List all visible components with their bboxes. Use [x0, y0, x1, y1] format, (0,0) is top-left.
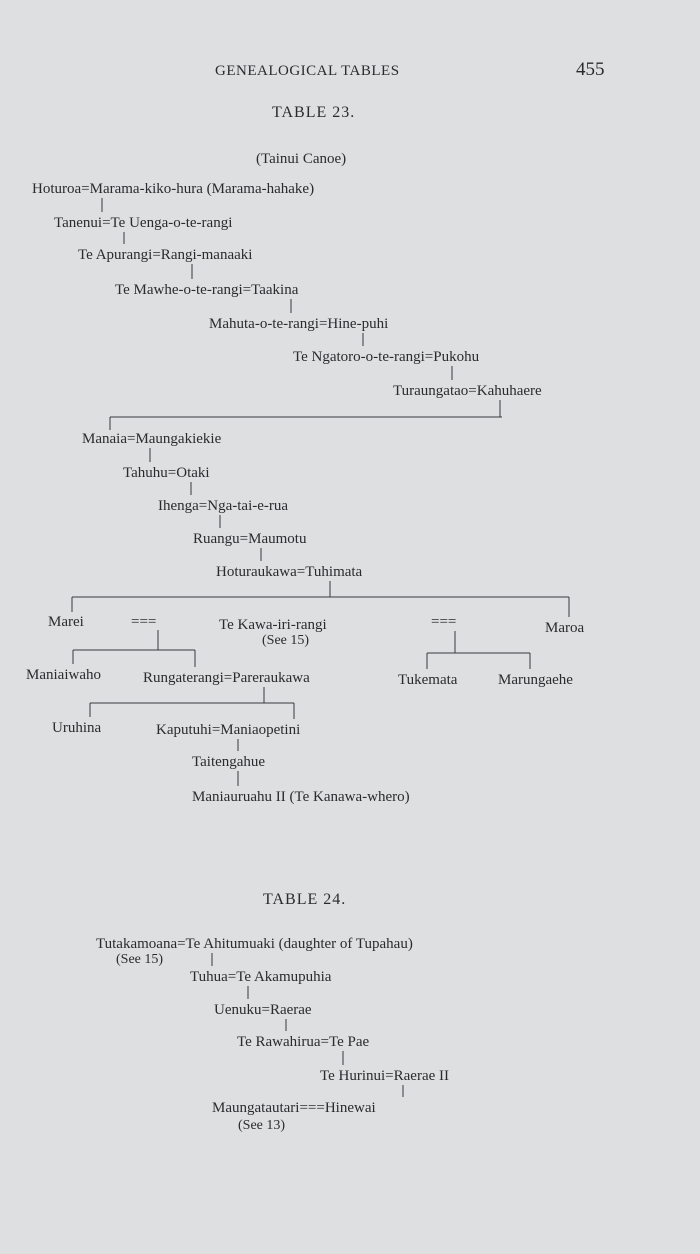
- genealogy-line: Hoturaukawa=Tuhimata: [216, 564, 363, 580]
- maroa: Maroa: [545, 620, 585, 636]
- genealogy-line: Maungatautari===Hinewai: [212, 1100, 376, 1116]
- tukemata: Tukemata: [398, 672, 458, 688]
- table-24-title: TABLE 24.: [263, 891, 347, 908]
- genealogy-line: Tutakamoana=Te Ahitumuaki (daughter of Tupahau): [96, 936, 413, 952]
- marriage-sign: ===: [431, 614, 457, 630]
- maniauruahu: Maniauruahu II (Te Kanawa-whero): [192, 789, 410, 805]
- marei: Marei: [48, 614, 84, 630]
- genealogy-line: Turaungatao=Kahuhaere: [393, 383, 542, 399]
- kaputuhi-line: Kaputuhi=Maniaopetini: [156, 722, 301, 738]
- genealogy-line: Te Rawahirua=Te Pae: [237, 1034, 370, 1050]
- genealogy-line: Ihenga=Nga-tai-e-rua: [158, 498, 289, 514]
- marungaehe: Marungaehe: [498, 672, 573, 688]
- genealogy-line: Te Ngatoro-o-te-rangi=Pukohu: [293, 349, 480, 365]
- te-kawa-iri-rangi: Te Kawa-iri-rangi: [219, 617, 327, 633]
- see-15-note: (See 15): [262, 633, 310, 648]
- genealogy-line: Te Mawhe-o-te-rangi=Taakina: [115, 282, 299, 298]
- page-number: 455: [576, 59, 605, 80]
- genealogy-line: Tahuhu=Otaki: [123, 465, 210, 481]
- see-13-note: (See 13): [238, 1118, 286, 1133]
- running-title: GENEALOGICAL TABLES: [215, 63, 400, 79]
- see-15-note: (See 15): [116, 952, 164, 967]
- marriage-sign: ===: [131, 614, 157, 630]
- genealogy-line: Te Apurangi=Rangi-manaaki: [78, 247, 253, 263]
- genealogy-line: Hoturoa=Marama-kiko-hura (Marama-hahake): [32, 181, 315, 197]
- genealogy-line: Tuhua=Te Akamupuhia: [190, 969, 332, 985]
- genealogy-line: Ruangu=Maumotu: [193, 531, 307, 547]
- rungaterangi-line: Rungaterangi=Pareraukawa: [143, 670, 310, 686]
- genealogy-line: Mahuta-o-te-rangi=Hine-puhi: [209, 316, 389, 332]
- maniaiwaho: Maniaiwaho: [26, 667, 101, 683]
- genealogy-line: Manaia=Maungakiekie: [82, 431, 222, 447]
- genealogy-line: Uenuku=Raerae: [214, 1002, 312, 1018]
- table-23-title: TABLE 23.: [272, 104, 356, 121]
- genealogy-line: Te Hurinui=Raerae II: [320, 1068, 450, 1084]
- table-23-subtitle: (Tainui Canoe): [256, 151, 347, 167]
- taitengahue: Taitengahue: [192, 754, 266, 770]
- uruhina: Uruhina: [52, 720, 102, 736]
- genealogy-line: Tanenui=Te Uenga-o-te-rangi: [54, 215, 233, 231]
